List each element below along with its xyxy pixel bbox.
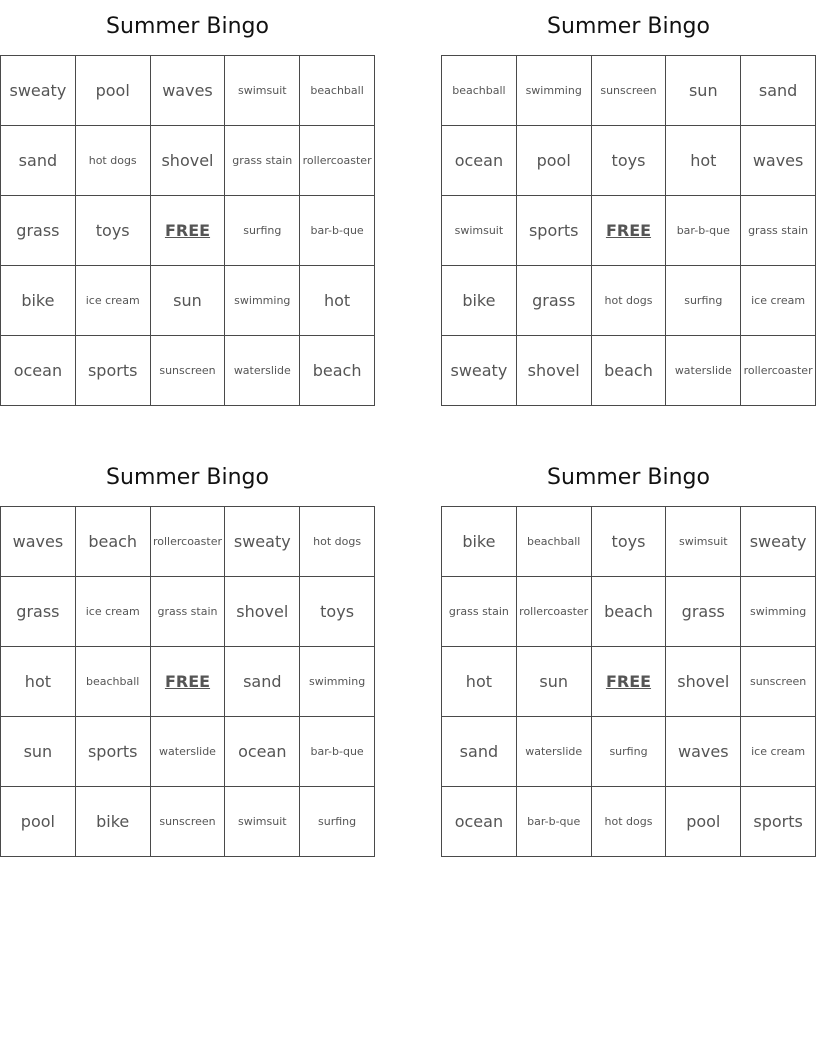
bingo-cell: sports: [75, 717, 150, 787]
bingo-cell: rollercoaster: [150, 507, 225, 577]
bingo-cell: ocean: [442, 787, 517, 857]
bingo-row: [1, 126, 375, 196]
card-title: Summer Bingo: [106, 14, 269, 39]
bingo-cell: beachball: [300, 56, 375, 126]
bingo-cell: beach: [591, 336, 666, 406]
bingo-cell: hot: [300, 266, 375, 336]
bingo-cell: sun: [1, 717, 76, 787]
bingo-cell: beach: [75, 507, 150, 577]
bingo-cell: bike: [75, 787, 150, 857]
bingo-cell: grass stain: [225, 126, 300, 196]
bingo-row: [442, 507, 816, 577]
bingo-row: [1, 507, 375, 577]
bingo-row: [1, 336, 375, 406]
bingo-cell: sweaty: [225, 507, 300, 577]
bingo-grid: [441, 506, 816, 857]
bingo-cell: sports: [741, 787, 816, 857]
bingo-cell: grass: [1, 196, 76, 266]
bingo-cell: waterslide: [516, 717, 591, 787]
bingo-cell: grass: [666, 577, 741, 647]
card-title: Summer Bingo: [547, 14, 710, 39]
bingo-cell: swimming: [225, 266, 300, 336]
bingo-cell: swimming: [741, 577, 816, 647]
bingo-cell: sweaty: [741, 507, 816, 577]
bingo-cell: beachball: [442, 56, 517, 126]
bingo-cell: grass stain: [442, 577, 517, 647]
bingo-cell: waterslide: [666, 336, 741, 406]
bingo-cell: pool: [666, 787, 741, 857]
bingo-cell: toys: [591, 126, 666, 196]
bingo-row: [442, 647, 816, 717]
bingo-row: [442, 126, 816, 196]
bingo-grid: [441, 55, 816, 406]
bingo-cell: sports: [516, 196, 591, 266]
bingo-cell: bar-b-que: [300, 196, 375, 266]
bingo-cell: toys: [75, 196, 150, 266]
bingo-cell: bike: [442, 507, 517, 577]
bingo-cell: pool: [1, 787, 76, 857]
bingo-cell: hot: [666, 126, 741, 196]
bingo-cell: ocean: [225, 717, 300, 787]
bingo-cell: hot: [442, 647, 517, 717]
bingo-cell: bar-b-que: [516, 787, 591, 857]
bingo-cell: rollercoaster: [300, 126, 375, 196]
free-space: FREE: [591, 647, 666, 717]
bingo-cell: ice cream: [741, 266, 816, 336]
bingo-cell: ocean: [442, 126, 517, 196]
bingo-row: [442, 787, 816, 857]
bingo-cell: bar-b-que: [300, 717, 375, 787]
bingo-cell: sand: [442, 717, 517, 787]
bingo-cell: shovel: [150, 126, 225, 196]
bingo-cell: surfing: [300, 787, 375, 857]
bingo-cell: sun: [516, 647, 591, 717]
bingo-cell: grass stain: [741, 196, 816, 266]
bingo-cell: ice cream: [741, 717, 816, 787]
bingo-cell: surfing: [666, 266, 741, 336]
bingo-cell: swimming: [516, 56, 591, 126]
bingo-cell: grass stain: [150, 577, 225, 647]
bingo-cell: pool: [75, 56, 150, 126]
bingo-cell: hot dogs: [300, 507, 375, 577]
bingo-cell: bike: [1, 266, 76, 336]
bingo-cell: sweaty: [442, 336, 517, 406]
bingo-row: [442, 56, 816, 126]
bingo-cell: grass: [1, 577, 76, 647]
bingo-cell: bike: [442, 266, 517, 336]
bingo-cell: sunscreen: [591, 56, 666, 126]
bingo-cell: swimsuit: [442, 196, 517, 266]
bingo-row: [1, 577, 375, 647]
bingo-cell: sunscreen: [741, 647, 816, 717]
bingo-cell: waterslide: [150, 717, 225, 787]
card-title: Summer Bingo: [547, 465, 710, 490]
free-space: FREE: [150, 647, 225, 717]
bingo-row: [1, 56, 375, 126]
bingo-cell: swimsuit: [225, 56, 300, 126]
bingo-grid: [0, 506, 375, 857]
bingo-cell: swimming: [300, 647, 375, 717]
bingo-cell: sand: [741, 56, 816, 126]
bingo-cell: waterslide: [225, 336, 300, 406]
bingo-cell: shovel: [225, 577, 300, 647]
bingo-cell: waves: [150, 56, 225, 126]
card-title: Summer Bingo: [106, 465, 269, 490]
bingo-cell: surfing: [591, 717, 666, 787]
bingo-row: [1, 266, 375, 336]
bingo-cell: shovel: [666, 647, 741, 717]
bingo-cell: sand: [1, 126, 76, 196]
bingo-cell: grass: [516, 266, 591, 336]
bingo-cell: sweaty: [1, 56, 76, 126]
free-space: FREE: [591, 196, 666, 266]
bingo-cell: sand: [225, 647, 300, 717]
bingo-cell: sun: [150, 266, 225, 336]
bingo-row: [1, 196, 375, 266]
bingo-cell: toys: [300, 577, 375, 647]
free-space: FREE: [150, 196, 225, 266]
bingo-row: [442, 266, 816, 336]
bingo-cell: pool: [516, 126, 591, 196]
bingo-cell: rollercoaster: [741, 336, 816, 406]
bingo-cell: sunscreen: [150, 336, 225, 406]
bingo-cell: hot dogs: [591, 266, 666, 336]
bingo-cell: bar-b-que: [666, 196, 741, 266]
bingo-cell: hot: [1, 647, 76, 717]
bingo-cell: beach: [591, 577, 666, 647]
bingo-cell: waves: [741, 126, 816, 196]
bingo-cell: hot dogs: [75, 126, 150, 196]
bingo-cell: swimsuit: [666, 507, 741, 577]
bingo-cell: beachball: [75, 647, 150, 717]
bingo-cell: hot dogs: [591, 787, 666, 857]
bingo-cell: beachball: [516, 507, 591, 577]
bingo-cell: sunscreen: [150, 787, 225, 857]
bingo-row: [1, 717, 375, 787]
bingo-cell: ocean: [1, 336, 76, 406]
bingo-cell: sun: [666, 56, 741, 126]
bingo-row: [442, 196, 816, 266]
bingo-grid: [0, 55, 375, 406]
bingo-row: [442, 336, 816, 406]
bingo-cell: waves: [1, 507, 76, 577]
bingo-cell: toys: [591, 507, 666, 577]
bingo-row: [442, 717, 816, 787]
bingo-cell: waves: [666, 717, 741, 787]
bingo-row: [1, 647, 375, 717]
bingo-cell: surfing: [225, 196, 300, 266]
bingo-row: [442, 577, 816, 647]
bingo-cell: beach: [300, 336, 375, 406]
bingo-cell: ice cream: [75, 266, 150, 336]
bingo-cell: swimsuit: [225, 787, 300, 857]
bingo-row: [1, 787, 375, 857]
bingo-cell: rollercoaster: [516, 577, 591, 647]
bingo-cell: ice cream: [75, 577, 150, 647]
bingo-cell: shovel: [516, 336, 591, 406]
bingo-cell: sports: [75, 336, 150, 406]
